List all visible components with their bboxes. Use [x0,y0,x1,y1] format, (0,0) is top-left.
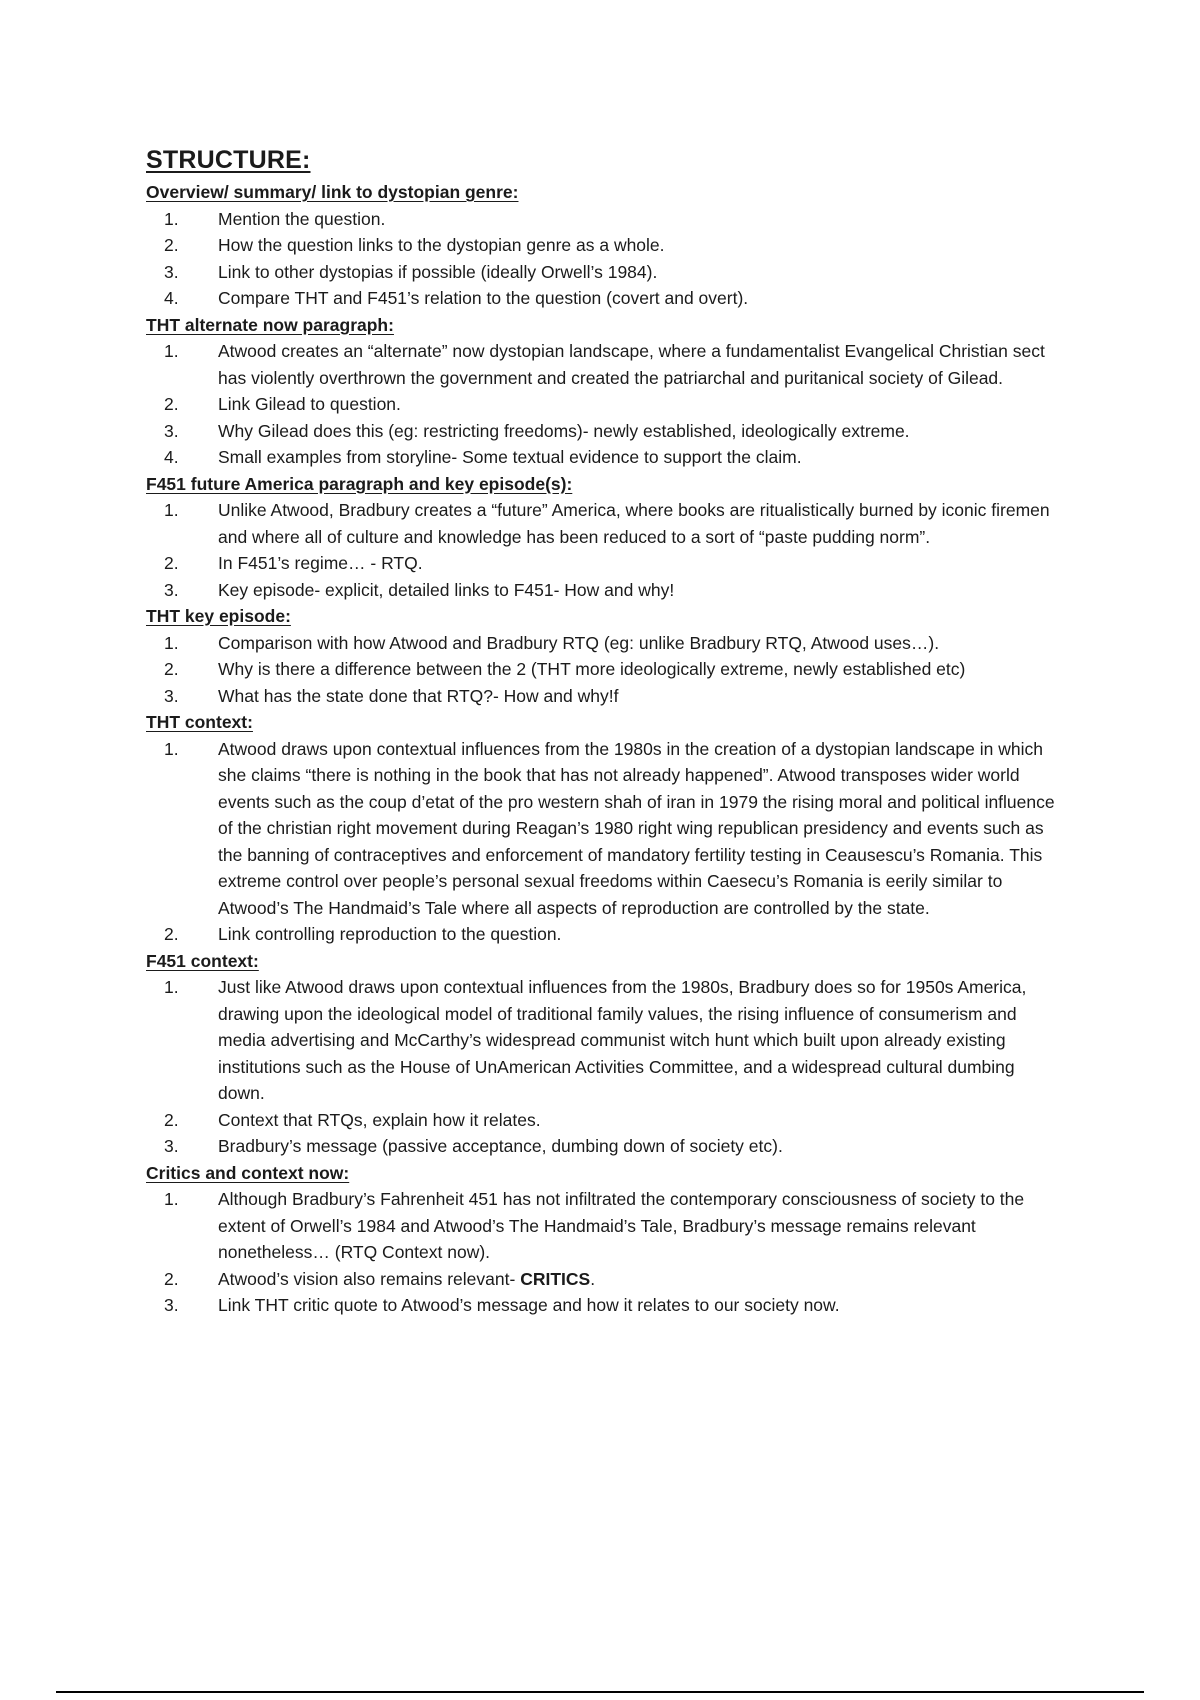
list-item-number: 4. [164,447,179,467]
list-item [146,206,1066,233]
document-body [146,145,1066,1319]
list-item [146,974,1066,1107]
list-item [146,1107,1066,1134]
numbered-list [146,497,1066,603]
list-item-text: How the question links to the dystopian genre as a whole. [218,235,665,255]
section-list [146,179,1066,1319]
list-item [146,444,1066,471]
list-item-number: 1. [164,738,179,759]
list-item [146,1292,1066,1319]
list-item-text: In F451’s regime… - RTQ. [218,553,423,573]
list-item-number: 1. [164,208,179,229]
section-heading: Overview/ summary/ link to dystopian genre: [146,182,519,202]
list-item-text: Link THT critic quote to Atwood’s message and how it relates to our society now. [218,1295,840,1315]
outline-section [146,312,1066,471]
list-item [146,921,1066,948]
list-item-suffix: . [590,1268,596,1289]
list-item-number: 3. [164,261,179,282]
list-item-text: Key episode- explicit, detailed links to F451- How and why! [218,579,675,600]
list-item-text: Bradbury’s message (passive acceptance, dumbing down of society etc). [218,1136,783,1156]
list-item [146,656,1066,683]
section-heading: Critics and context now: [146,1162,350,1183]
numbered-list [146,630,1066,710]
list-item-number: 1. [164,977,179,997]
list-item [146,683,1066,710]
list-item [146,259,1066,286]
list-item-text: Just like Atwood draws upon contextual influences from the 1980s, Bradbury does so for 1950s America, drawing upon the ideological model of traditional family values, the rising influence of consumerism and media advertising and McCarthy’s widespread communist witch hunt which built upon already existing institutions such as the House of UnAmerican Activities Committee, and a widespread cultural dumbing down. [218,977,1027,1103]
list-item-number: 4. [164,288,179,308]
numbered-list [146,736,1066,948]
list-item-number: 1. [164,632,179,653]
footer-divider [56,1691,1144,1693]
numbered-list [146,974,1066,1160]
list-item-number: 1. [164,500,179,520]
list-item-number: 1. [164,341,179,361]
list-item-number: 2. [164,1268,179,1289]
outline-section [146,179,1066,312]
list-item-text: Atwood creates an “alternate” now dystopian landscape, where a fundamentalist Evangelical Christian sect has violently overthrown the government and created the patriarchal and puritanical society of Gilead. [218,341,1045,388]
numbered-list [146,1186,1066,1319]
list-item-text: Although Bradbury’s Fahrenheit 451 has not infiltrated the contemporary consciousness of society to the extent of Orwell’s 1984 and Atwood’s The Handmaid’s Tale, Bradbury’s message remains relevant nonetheless… (RTQ Context now). [218,1189,1025,1262]
list-item [146,285,1066,312]
numbered-list [146,206,1066,312]
list-item-text: Link to other dystopias if possible (ideally Orwell’s 1984). [218,261,658,282]
page-title: STRUCTURE: [146,146,311,174]
outline-section [146,709,1066,948]
list-item-number: 1. [164,1189,179,1209]
list-item [146,1186,1066,1266]
list-item-text: Compare THT and F451’s relation to the question (covert and overt). [218,288,749,308]
list-item-text: Atwood’s vision also remains relevant- [218,1268,516,1289]
list-item-text: Why Gilead does this (eg: restricting freedoms)- newly established, ideologically extreme. [218,420,910,441]
list-item-text: Atwood draws upon contextual influences from the 1980s in the creation of a dystopian landscape in which she claims “there is nothing in the book that has not already happened”. Atwood transposes wider world events such as the coup d’etat of the pro western shah of iran in 1979 the rising moral and political influence of the christian right movement during Reagan’s 1980 right wing republican presidency and events such as the banning of contraceptives and enforcement of mandatory fertility testing in Ceausescu’s Romania. This extreme control over people’s personal sexual freedoms within Caesecu’s Romania is eerily similar to Atwood’s The Handmaid’s Tale where all aspects of reproduction are controlled by the state. [218,738,1055,918]
list-item [146,418,1066,445]
list-item-number: 3. [164,579,179,600]
list-item [146,550,1066,577]
list-item-number: 3. [164,420,179,441]
list-item [146,338,1066,391]
list-item-text: What has the state done that RTQ?- How and why!f [218,685,619,706]
list-item-number: 2. [164,235,179,255]
outline-section [146,603,1066,709]
list-item-text: Link controlling reproduction to the question. [218,924,562,944]
outline-section [146,1160,1066,1319]
section-heading: THT key episode: [146,606,291,626]
list-item-number: 2. [164,553,179,573]
list-item-emphasis: CRITICS [520,1268,591,1289]
list-item-text: Small examples from storyline- Some textual evidence to support the claim. [218,447,802,467]
list-item [146,1133,1066,1160]
list-item-text: Why is there a difference between the 2 (THT more ideologically extreme, newly established etc) [218,659,966,679]
section-heading: F451 context: [146,950,259,971]
list-item-number: 3. [164,1136,179,1156]
numbered-list [146,338,1066,471]
section-heading: THT alternate now paragraph: [146,314,394,335]
list-item-text: Mention the question. [218,208,386,229]
outline-section [146,948,1066,1160]
section-heading: THT context: [146,712,253,732]
list-item [146,1266,1066,1293]
list-item-text: Link Gilead to question. [218,394,401,414]
outline-section [146,471,1066,604]
list-item [146,736,1066,922]
list-item [146,497,1066,550]
list-item-number: 2. [164,924,179,944]
list-item-text: Comparison with how Atwood and Bradbury RTQ (eg: unlike Bradbury RTQ, Atwood uses…). [218,632,940,653]
list-item-number: 2. [164,659,179,679]
list-item-number: 2. [164,1109,179,1130]
list-item-number: 3. [164,685,179,706]
list-item [146,232,1066,259]
list-item-text: Unlike Atwood, Bradbury creates a “future” America, where books are ritualistically burned by iconic firemen and where all of culture and knowledge has been reduced to a sort of “paste pudding norm”. [218,500,1050,547]
list-item-number: 3. [164,1295,179,1315]
list-item-number: 2. [164,394,179,414]
list-item [146,577,1066,604]
section-heading: F451 future America paragraph and key episode(s): [146,473,573,494]
list-item [146,630,1066,657]
list-item-text: Context that RTQs, explain how it relates. [218,1109,541,1130]
list-item [146,391,1066,418]
